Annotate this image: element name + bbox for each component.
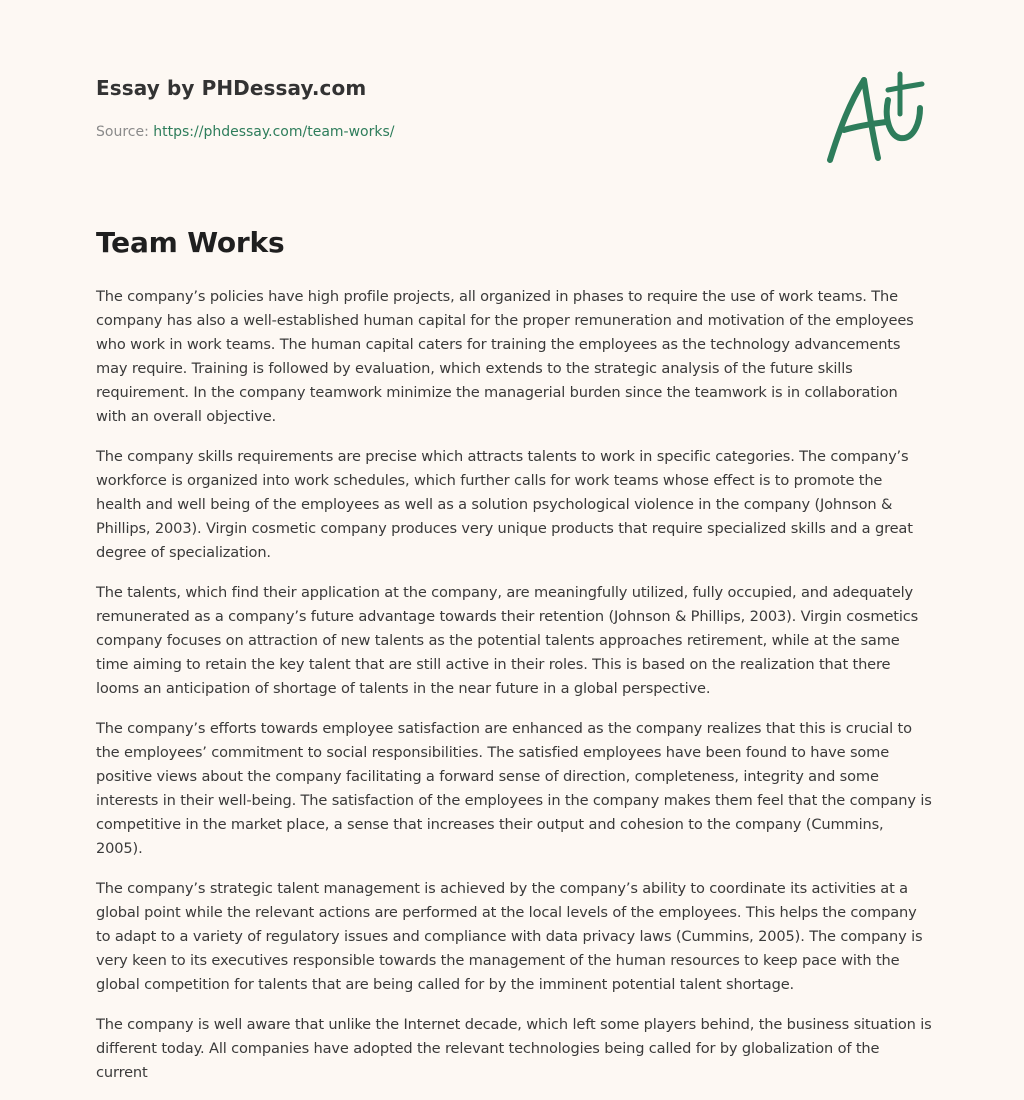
- essay-paragraph: The company’s strategic talent management is achieved by the company’s ability to coordinate its activities at a global point while the relevant actions are performed at the local levels of the employees. This helps the company to adapt to a variety of regulatory issues and compliance with data privacy laws (Cummins, 2005). The company is very keen to its executives responsible towards the management of the human resources to keep pace with the global competition for talents that are being called for by the imminent potential talent shortage.: [96, 880, 923, 993]
- essay-paragraph: The talents, which find their application at the company, are meaningfully utilized, fully occupied, and adequately remunerated as a company’s future advantage towards their retention (Johnson & Phillips, 2003). Virgin cosmetics company focuses on attraction of new talents as the potential talents approaches retirement, while at the same time aiming to retain the key talent that are still active in their roles. This is based on the realization that there looms an anticipation of shortage of talents in the near future in a global perspective.: [96, 584, 919, 697]
- source-link[interactable]: https://phdessay.com/team-works/: [153, 124, 395, 140]
- essay-paragraph: The company skills requirements are precise which attracts talents to work in specific categories. The company’s workforce is organized into work schedules, which further calls for work teams whose effect is to promote the health and well being of the employees as well as a solution psychological violence in the company (Johnson & Phillips, 2003). Virgin cosmetic company produces very unique products that require specialized skills and a great degree of specialization.: [96, 448, 913, 561]
- a-plus-logo-icon: [820, 66, 930, 166]
- source-label: Source:: [96, 124, 154, 140]
- essay-paragraph: The company’s efforts towards employee satisfaction are enhanced as the company realizes that this is crucial to the employees’ commitment to social responsibilities. The satisfied employees have been found to have some positive views about the company facilitating a forward sense of direction, completeness, integrity and some interests in their well-being. The satisfaction of the employees in the company makes them feel that the company is competitive in the market place, a sense that increases their output and cohesion to the company (Cummins, 2005).: [96, 720, 932, 857]
- essay-paragraph: The company’s policies have high profile projects, all organized in phases to require the use of work teams. The company has also a well-established human capital for the proper remuneration and motivation of the employees who work in work teams. The human capital caters for training the employees as the technology advancements may require. Training is followed by evaluation, which extends to the strategic analysis of the future skills requirement. In the company teamwork minimize the managerial burden since the teamwork is in collaboration with an overall objective.: [96, 288, 914, 425]
- essay-title: Team Works: [96, 226, 285, 259]
- source-line: [96, 124, 395, 140]
- essay-paragraph: The company is well aware that unlike the Internet decade, which left some players behind, the business situation is different today. All companies have adopted the relevant technologies being called for by globalization of the current: [96, 1016, 932, 1081]
- essay-body: [96, 285, 932, 1100]
- site-title: Essay by PHDessay.com: [96, 76, 367, 100]
